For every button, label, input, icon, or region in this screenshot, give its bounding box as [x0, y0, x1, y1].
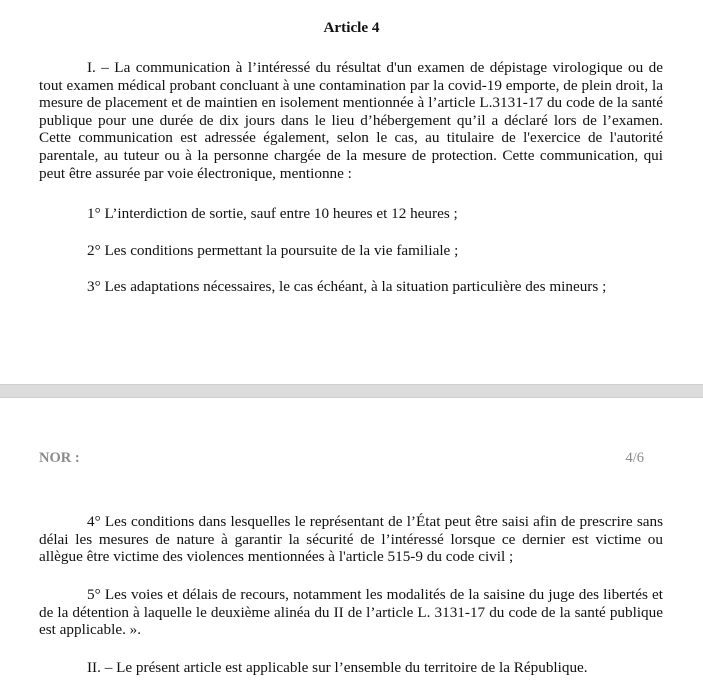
page-separator [0, 384, 703, 398]
list-item-4: 4° Les conditions dans lesquelles le représentant de l’État peut être saisi afin de prescrire sans délai les mesures de nature à garantir la sécurité de l’intéressé lorsque ce dernier est victime ou allègue être victime des violences mentionnées à l'article 515-9 du code civil ; [39, 513, 663, 566]
list-item-1: 1° L’interdiction de sortie, sauf entre 10 heures et 12 heures ; [87, 205, 458, 222]
paragraph-section-2: II. – Le présent article est applicable sur l’ensemble du territoire de la République. [87, 659, 588, 676]
list-item-5: 5° Les voies et délais de recours, notamment les modalités de la saisine du juge des libertés et de la détention à laquelle le deuxième alinéa du II de l’article L. 3131-17 du code de la santé publique est applicable. ». [39, 586, 663, 639]
list-item-3: 3° Les adaptations nécessaires, le cas échéant, à la situation particulière des mineurs ; [87, 278, 607, 295]
page-number: 4/6 [625, 450, 644, 466]
list-item-2: 2° Les conditions permettant la poursuite de la vie familiale ; [87, 242, 459, 259]
nor-label: NOR : [39, 450, 80, 466]
document-page-bottom [0, 398, 703, 693]
article-title: Article 4 [323, 19, 380, 36]
paragraph-section-1-intro: I. – La communication à l’intéressé du résultat d'un examen de dépistage virologique ou de tout examen médical probant concluant à une contamination par la covid-19 emporte, de plein droit, la mesure de placement et de maintien en isolement mentionnée à l’article L.3131-17 du code de la santé publique pour une durée de dix jours dans le lieu d’hébergement qu’il a déclaré lors de l’examen. Cette communication est adressée également, selon le cas, au titulaire de l'exercice de l'autorité parentale, au tuteur ou à la personne chargée de la mesure de protection. Cette communication, qui peut être assurée par voie électronique, mentionne : [39, 59, 663, 182]
